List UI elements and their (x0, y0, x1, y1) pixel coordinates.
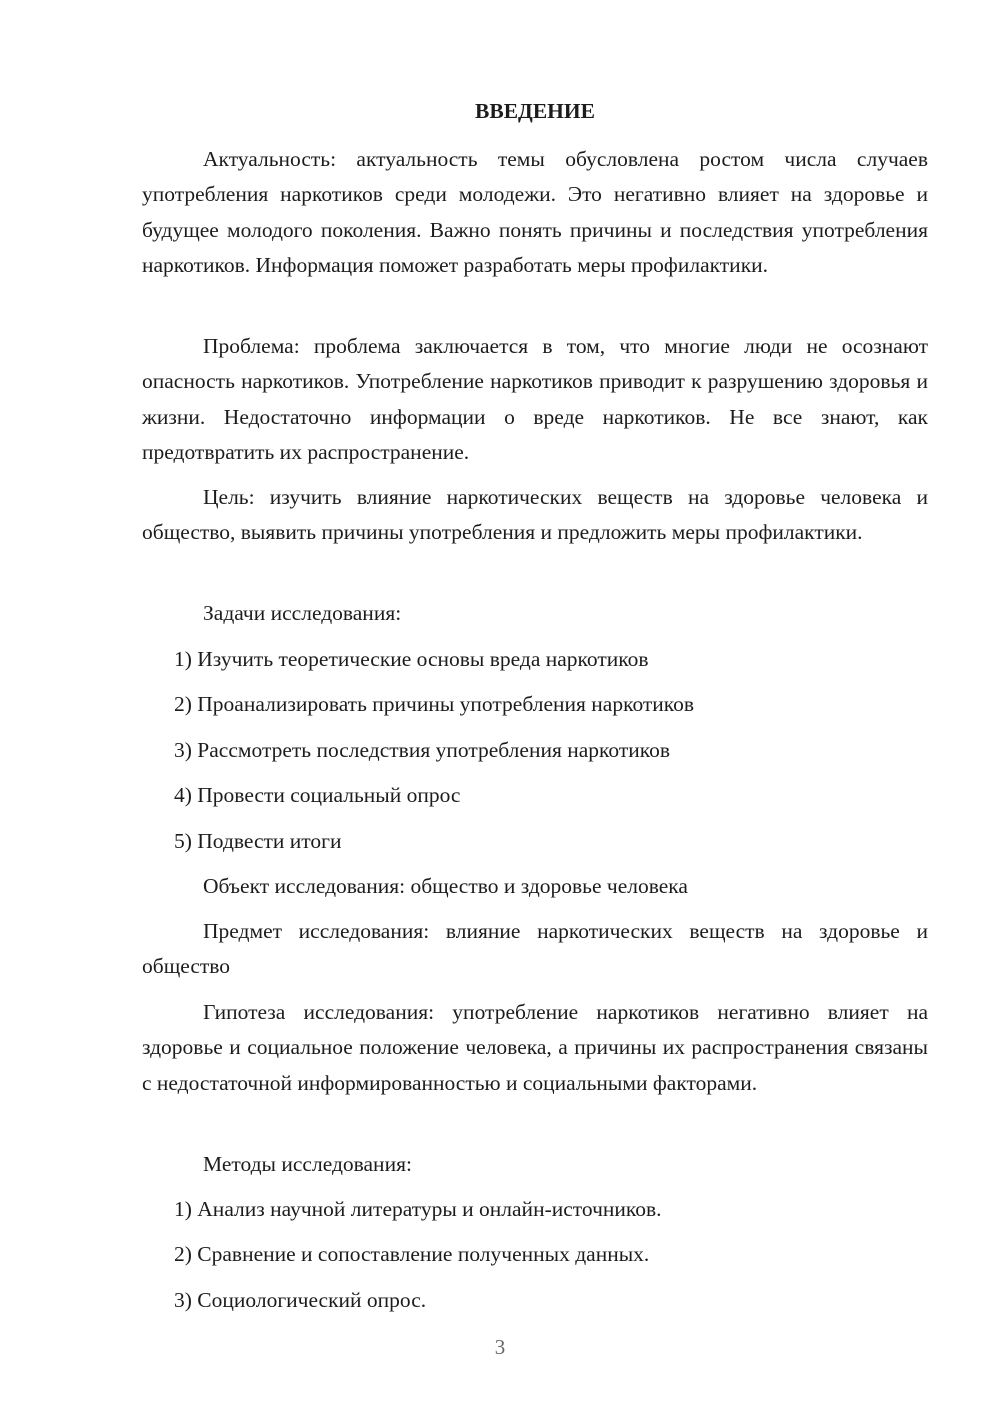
method-item: 3) Социологический опрос. (174, 1288, 427, 1312)
task-item: 2) Проанализировать причины употребления наркотиков (174, 692, 695, 716)
task-item: 3) Рассмотреть последствия употребления наркотиков (174, 738, 670, 762)
tasks-heading: Задачи исследования: (203, 601, 402, 625)
task-item: 1) Изучить теоретические основы вреда наркотиков (174, 647, 649, 671)
page-number: 3 (494, 1335, 506, 1359)
task-item: 4) Провести социальный опрос (174, 783, 461, 807)
method-item: 1) Анализ научной литературы и онлайн-источников. (174, 1197, 662, 1221)
object-paragraph: Объект исследования: общество и здоровье человека (203, 874, 688, 898)
subject-paragraph: Предмет исследования: влияние наркотических веществ на здоровье и общество (142, 919, 928, 979)
problem-paragraph: Проблема: проблема заключается в том, что многие люди не осознают опасность наркотиков. Употребление наркотиков приводит к разрушению здоровья и жизни. Недостаточно информации о вреде наркотиков. Не все знают, как предотвратить их распространение. (142, 334, 928, 464)
method-item: 2) Сравнение и сопоставление полученных данных. (174, 1242, 650, 1266)
hypothesis-paragraph: Гипотеза исследования: употребление наркотиков негативно влияет на здоровье и социальное положение человека, а причины их распространения связаны с недостаточной информированностью и социальными факторами. (142, 1000, 928, 1095)
goal-paragraph: Цель: изучить влияние наркотических веществ на здоровье человека и общество, выявить причины употребления и предложить меры профилактики. (142, 485, 928, 545)
task-item: 5) Подвести итоги (174, 829, 342, 853)
methods-heading: Методы исследования: (203, 1152, 412, 1176)
page-title: ВВЕДЕНИЕ (475, 99, 595, 123)
relevance-paragraph: Актуальность: актуальность темы обусловлена ростом числа случаев употребления наркотиков среди молодежи. Это негативно влияет на здоровье и будущее молодого поколения. Важно понять причины и последствия употребления наркотиков. Информация поможет разработать меры профилактики. (142, 147, 928, 277)
